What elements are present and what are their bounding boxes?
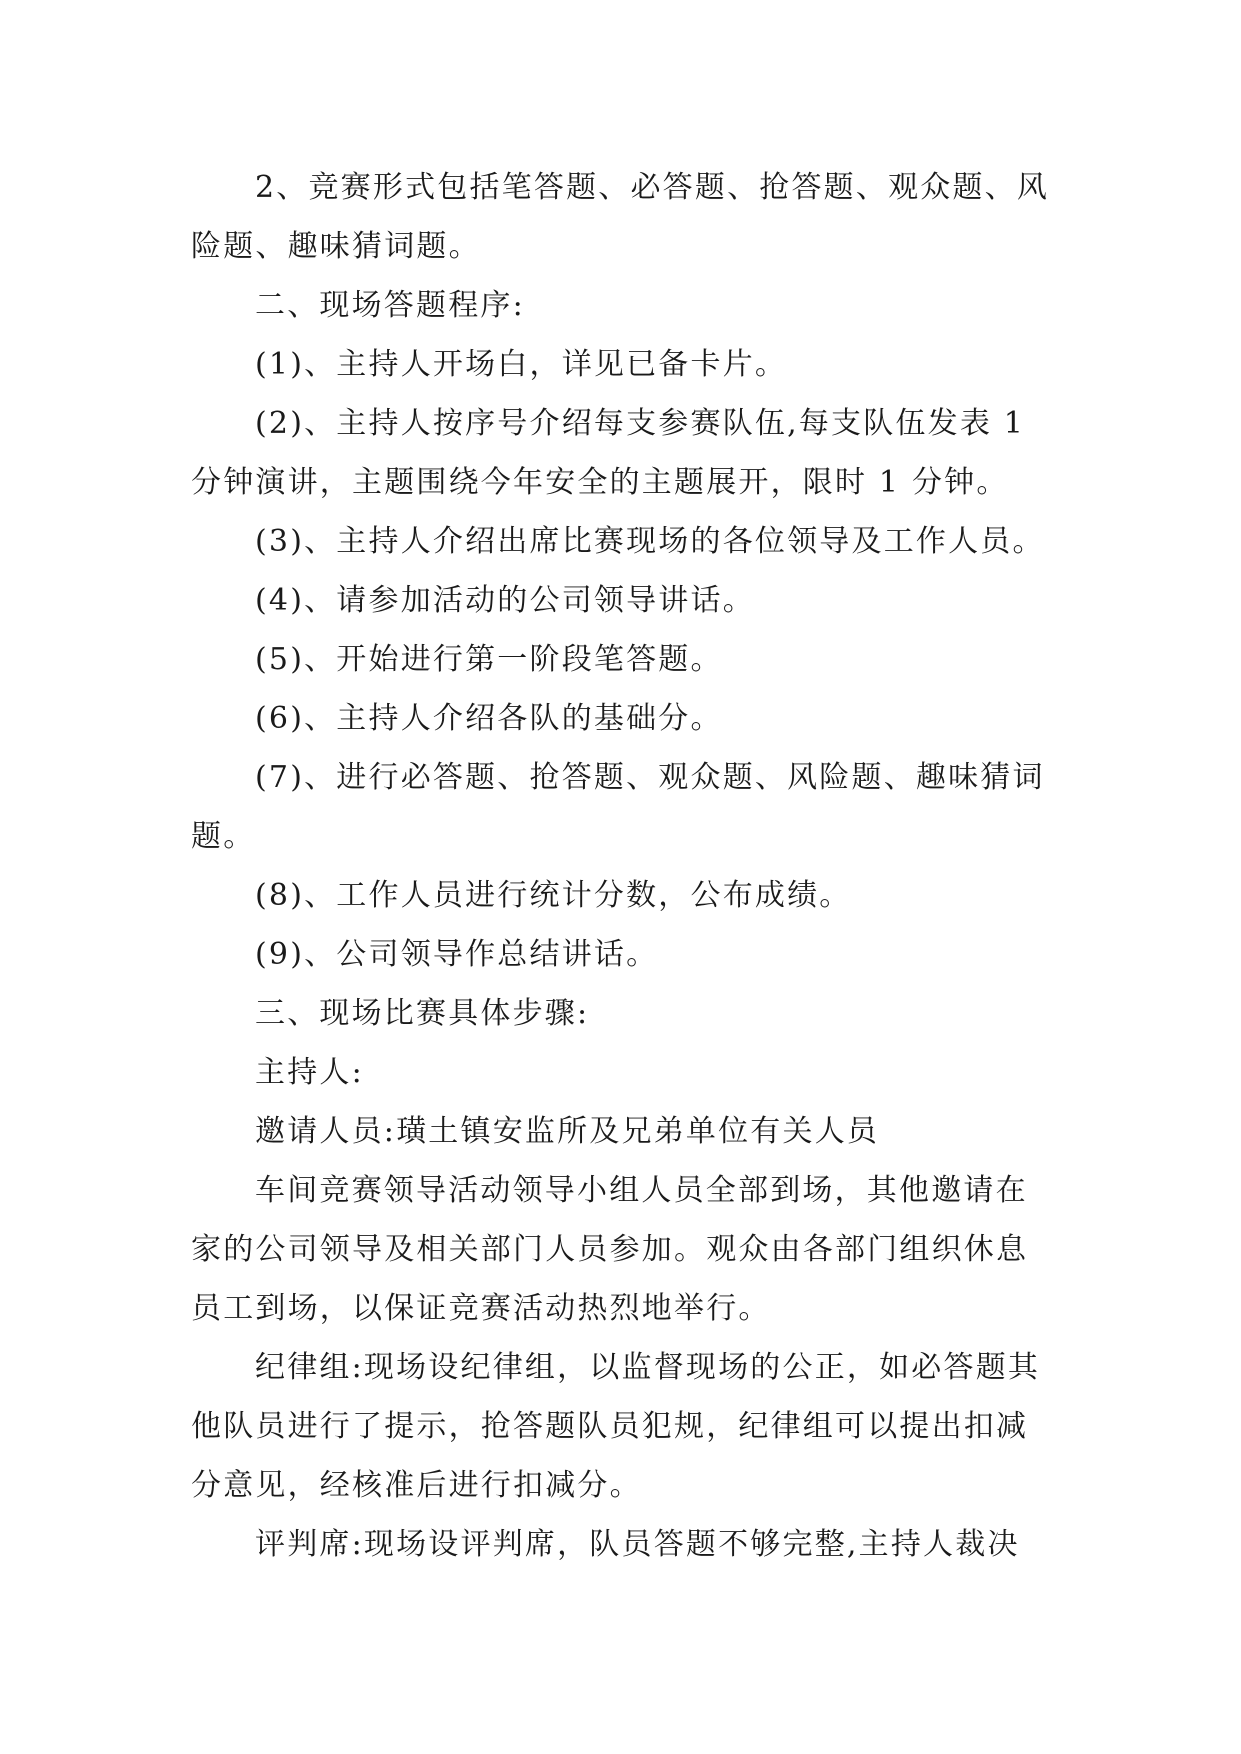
heading-onsite-procedure: 二、现场答题程序: [255, 288, 525, 323]
procedure-step-4: (4)、请参加活动的公司领导讲话。 [255, 583, 755, 618]
paragraph-discipline-group: 纪律组:现场设纪律组，以监督现场的公正，如必答题其他队员进行了提示，抢答题队员犯规，纪律组可以提出扣减分意见，经核准后进行扣减分。 [191, 1350, 1041, 1503]
procedure-step-2: (2)、主持人按序号介绍每支参赛队伍,每支队伍发表 1 分钟演讲，主题围绕今年安全的主题展开，限时 1 分钟。 [191, 406, 1026, 500]
paragraph-competition-format: 2、竞赛形式包括笔答题、必答题、抢答题、观众题、风险题、趣味猜词题。 [191, 170, 1050, 264]
heading-competition-steps: 三、现场比赛具体步骤: [255, 996, 590, 1031]
paragraph-judges-panel: 评判席:现场设评判席，队员答题不够完整,主持人裁决 [255, 1527, 1020, 1562]
procedure-step-7: (7)、进行必答题、抢答题、观众题、风险题、趣味猜词题。 [191, 760, 1045, 854]
procedure-step-5: (5)、开始进行第一阶段笔答题。 [255, 642, 723, 677]
procedure-step-8: (8)、工作人员进行统计分数，公布成绩。 [255, 878, 852, 913]
procedure-step-1: (1)、主持人开场白，详见已备卡片。 [255, 347, 788, 382]
paragraph-host: 主持人: [255, 1055, 364, 1090]
procedure-step-9: (9)、公司领导作总结讲话。 [255, 937, 659, 972]
paragraph-attendance: 车间竞赛领导活动领导小组人员全部到场，其他邀请在家的公司领导及相关部门人员参加。观众由各部门组织休息员工到场，以保证竞赛活动热烈地举行。 [191, 1173, 1029, 1326]
procedure-step-3: (3)、主持人介绍出席比赛现场的各位领导及工作人员。 [255, 524, 1045, 559]
document-body [191, 158, 1051, 1574]
paragraph-invitees: 邀请人员:璜土镇安监所及兄弟单位有关人员 [255, 1114, 880, 1149]
procedure-step-6: (6)、主持人介绍各队的基础分。 [255, 701, 723, 736]
